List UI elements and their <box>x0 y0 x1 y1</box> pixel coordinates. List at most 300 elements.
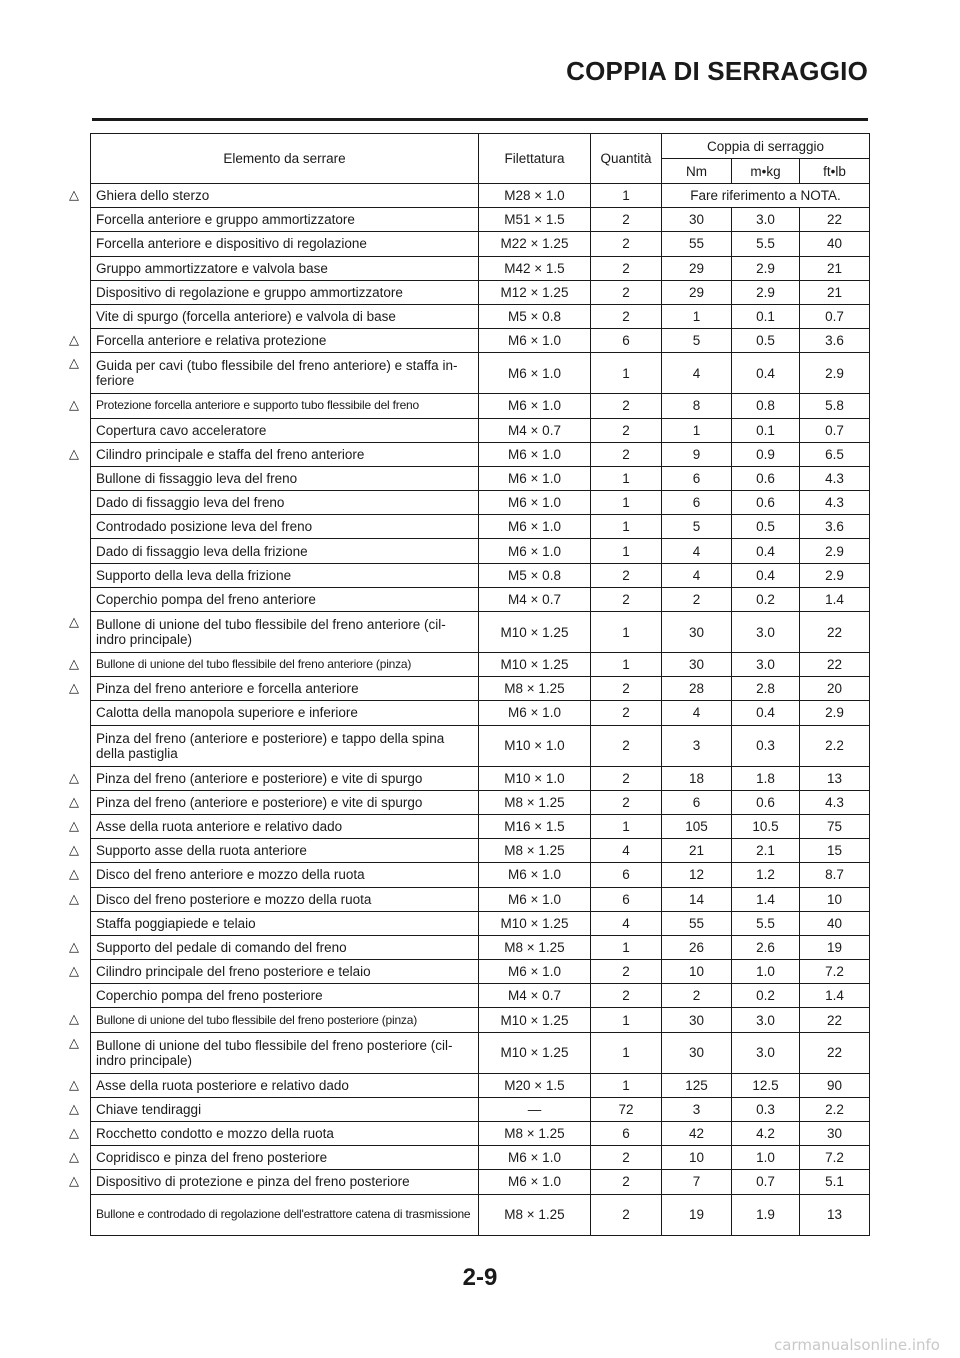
cell-mkg: 2.8 <box>732 677 800 701</box>
triangle-mark-icon: △ <box>69 866 79 881</box>
cell-ftlb: 5.1 <box>800 1170 870 1194</box>
table-row <box>91 1170 870 1194</box>
table-row <box>91 491 870 515</box>
cell-thread: M10 × 1.25 <box>479 1032 591 1073</box>
cell-quantity: 1 <box>591 491 662 515</box>
triangle-mark-icon: △ <box>69 397 79 412</box>
table-row <box>91 935 870 959</box>
triangle-mark-icon: △ <box>69 939 79 954</box>
cell-ftlb: 75 <box>800 814 870 838</box>
cell-mkg: 1.0 <box>732 1146 800 1170</box>
cell-quantity: 1 <box>591 935 662 959</box>
cell-quantity: 2 <box>591 984 662 1008</box>
cell-ftlb: 6.5 <box>800 442 870 466</box>
table-row <box>91 394 870 418</box>
cell-mkg: 1.9 <box>732 1194 800 1235</box>
cell-element: Controdado posizione leva del freno <box>91 515 479 539</box>
torque-table <box>90 133 870 1236</box>
table-row <box>91 418 870 442</box>
cell-mkg: 0.8 <box>732 394 800 418</box>
cell-thread: M8 × 1.25 <box>479 1122 591 1146</box>
cell-quantity: 2 <box>591 442 662 466</box>
cell-nm: 4 <box>662 563 732 587</box>
header-nm: Nm <box>662 159 732 184</box>
table-row <box>91 256 870 280</box>
triangle-mark-icon: △ <box>69 1011 79 1026</box>
cell-nm: 4 <box>662 353 732 394</box>
cell-mkg: 2.9 <box>732 256 800 280</box>
cell-nm: 30 <box>662 1008 732 1032</box>
cell-thread: M10 × 1.0 <box>479 766 591 790</box>
triangle-mark-icon: △ <box>69 614 79 629</box>
cell-element: Bullone di unione del tubo flessibile del freno anteriore (cil-indro principale) <box>91 612 479 653</box>
triangle-mark-icon: △ <box>69 770 79 785</box>
cell-ftlb: 2.9 <box>800 539 870 563</box>
triangle-mark-icon: △ <box>69 332 79 347</box>
cell-element: Supporto della leva della frizione <box>91 563 479 587</box>
table-row <box>91 184 870 208</box>
triangle-mark-icon: △ <box>69 891 79 906</box>
cell-element: Forcella anteriore e relativa protezione <box>91 329 479 353</box>
cell-nm: 30 <box>662 1032 732 1073</box>
triangle-mark-icon: △ <box>69 1149 79 1164</box>
cell-quantity: 2 <box>591 208 662 232</box>
cell-ftlb: 13 <box>800 1194 870 1235</box>
title-rule <box>92 118 868 121</box>
cell-thread: M12 × 1.25 <box>479 280 591 304</box>
cell-thread: M6 × 1.0 <box>479 539 591 563</box>
cell-nm: 30 <box>662 612 732 653</box>
cell-nm: 18 <box>662 766 732 790</box>
cell-mkg: 0.3 <box>732 1097 800 1121</box>
cell-mkg: 0.6 <box>732 466 800 490</box>
cell-ftlb: 4.3 <box>800 790 870 814</box>
cell-quantity: 6 <box>591 863 662 887</box>
cell-mkg: 1.2 <box>732 863 800 887</box>
cell-ftlb: 2.9 <box>800 701 870 725</box>
table-row <box>91 725 870 766</box>
page-number: 2-9 <box>462 1264 498 1291</box>
cell-quantity: 2 <box>591 766 662 790</box>
cell-element: Bullone di fissaggio leva del freno <box>91 466 479 490</box>
cell-quantity: 1 <box>591 353 662 394</box>
table-row <box>91 1146 870 1170</box>
cell-ftlb: 20 <box>800 677 870 701</box>
cell-quantity: 2 <box>591 1194 662 1235</box>
table-row <box>91 653 870 677</box>
table-row <box>91 280 870 304</box>
cell-ftlb: 8.7 <box>800 863 870 887</box>
cell-ftlb: 2.2 <box>800 725 870 766</box>
cell-element: Ghiera dello sterzo <box>91 184 479 208</box>
cell-quantity: 2 <box>591 1146 662 1170</box>
triangle-mark-icon: △ <box>69 963 79 978</box>
cell-thread: M4 × 0.7 <box>479 984 591 1008</box>
cell-mkg: 0.6 <box>732 790 800 814</box>
cell-element: Dispositivo di protezione e pinza del freno posteriore <box>91 1170 479 1194</box>
cell-thread: M10 × 1.25 <box>479 653 591 677</box>
cell-thread: M6 × 1.0 <box>479 394 591 418</box>
cell-mkg: 2.1 <box>732 839 800 863</box>
cell-nm: 3 <box>662 725 732 766</box>
cell-mkg: 5.5 <box>732 911 800 935</box>
cell-ftlb: 22 <box>800 1008 870 1032</box>
cell-thread: M6 × 1.0 <box>479 960 591 984</box>
cell-nm: 10 <box>662 960 732 984</box>
cell-thread: M8 × 1.25 <box>479 1194 591 1235</box>
table-row <box>91 539 870 563</box>
cell-mkg: 0.1 <box>732 304 800 328</box>
cell-nm: 5 <box>662 329 732 353</box>
cell-element: Cilindro principale del freno posteriore e telaio <box>91 960 479 984</box>
cell-element: Pinza del freno (anteriore e posteriore) e tappo della spina della pastiglia <box>91 725 479 766</box>
cell-mkg: 4.2 <box>732 1122 800 1146</box>
header-quantity: Quantità <box>591 134 662 184</box>
triangle-mark-icon: △ <box>69 842 79 857</box>
cell-nm: 6 <box>662 466 732 490</box>
table-row <box>91 329 870 353</box>
cell-nm: 42 <box>662 1122 732 1146</box>
table-row <box>91 863 870 887</box>
cell-nm: 28 <box>662 677 732 701</box>
triangle-mark-icon: △ <box>69 1101 79 1116</box>
cell-thread: M6 × 1.0 <box>479 1146 591 1170</box>
table-row <box>91 911 870 935</box>
table-row <box>91 442 870 466</box>
cell-quantity: 1 <box>591 1073 662 1097</box>
cell-nm: 6 <box>662 790 732 814</box>
cell-ftlb: 30 <box>800 1122 870 1146</box>
cell-ftlb: 40 <box>800 911 870 935</box>
cell-thread: M8 × 1.25 <box>479 839 591 863</box>
table-row <box>91 984 870 1008</box>
cell-thread: M6 × 1.0 <box>479 863 591 887</box>
cell-ftlb: 10 <box>800 887 870 911</box>
cell-ftlb: 22 <box>800 208 870 232</box>
triangle-mark-icon: △ <box>69 355 79 370</box>
table-row <box>91 353 870 394</box>
cell-thread: M6 × 1.0 <box>479 466 591 490</box>
cell-element: Coperchio pompa del freno anteriore <box>91 587 479 611</box>
cell-ftlb: 2.9 <box>800 353 870 394</box>
cell-ftlb: 22 <box>800 612 870 653</box>
cell-thread: M4 × 0.7 <box>479 587 591 611</box>
triangle-mark-icon: △ <box>69 680 79 695</box>
cell-nm: 105 <box>662 814 732 838</box>
cell-element: Calotta della manopola superiore e inferiore <box>91 701 479 725</box>
cell-element: Bullone di unione del tubo flessibile del freno posteriore (cil-indro principale) <box>91 1032 479 1073</box>
cell-ftlb: 4.3 <box>800 466 870 490</box>
cell-element: Dado di fissaggio leva del freno <box>91 491 479 515</box>
cell-element: Chiave tendiraggi <box>91 1097 479 1121</box>
triangle-mark-icon: △ <box>69 794 79 809</box>
cell-element: Asse della ruota posteriore e relativo dado <box>91 1073 479 1097</box>
cell-element: Copertura cavo acceleratore <box>91 418 479 442</box>
cell-nm: 26 <box>662 935 732 959</box>
cell-nm: 9 <box>662 442 732 466</box>
cell-mkg: 3.0 <box>732 653 800 677</box>
cell-nm: 2 <box>662 984 732 1008</box>
cell-quantity: 2 <box>591 677 662 701</box>
triangle-mark-icon: △ <box>69 446 79 461</box>
cell-thread: M8 × 1.25 <box>479 677 591 701</box>
cell-ftlb: 19 <box>800 935 870 959</box>
cell-thread: M10 × 1.25 <box>479 612 591 653</box>
watermark: carmanualsonline.info <box>774 1336 940 1354</box>
cell-mkg: 10.5 <box>732 814 800 838</box>
cell-thread: M6 × 1.0 <box>479 701 591 725</box>
cell-quantity: 1 <box>591 1008 662 1032</box>
cell-element: Asse della ruota anteriore e relativo dado <box>91 814 479 838</box>
cell-ftlb: 3.6 <box>800 329 870 353</box>
cell-mkg: 0.5 <box>732 515 800 539</box>
cell-element: Pinza del freno (anteriore e posteriore) e vite di spurgo <box>91 766 479 790</box>
cell-ftlb: 22 <box>800 1032 870 1073</box>
cell-mkg: 0.2 <box>732 587 800 611</box>
cell-element: Copridisco e pinza del freno posteriore <box>91 1146 479 1170</box>
cell-quantity: 6 <box>591 1122 662 1146</box>
cell-thread: M6 × 1.0 <box>479 353 591 394</box>
cell-mkg: 0.5 <box>732 329 800 353</box>
cell-ftlb: 13 <box>800 766 870 790</box>
table-row <box>91 612 870 653</box>
cell-element: Bullone di unione del tubo flessibile del freno posteriore (pinza) <box>91 1008 479 1032</box>
cell-thread: M6 × 1.0 <box>479 329 591 353</box>
cell-nm: 14 <box>662 887 732 911</box>
cell-quantity: 2 <box>591 256 662 280</box>
cell-thread: M42 × 1.5 <box>479 256 591 280</box>
cell-mkg: 1.8 <box>732 766 800 790</box>
table-row <box>91 814 870 838</box>
cell-mkg: 3.0 <box>732 208 800 232</box>
cell-quantity: 2 <box>591 960 662 984</box>
cell-mkg: 3.0 <box>732 1008 800 1032</box>
header-element: Elemento da serrare <box>91 134 479 184</box>
cell-mkg: 0.4 <box>732 539 800 563</box>
cell-mkg: 3.0 <box>732 612 800 653</box>
cell-element: Protezione forcella anteriore e supporto tubo flessibile del freno <box>91 394 479 418</box>
table-row <box>91 887 870 911</box>
cell-thread: M6 × 1.0 <box>479 491 591 515</box>
cell-nm: 4 <box>662 539 732 563</box>
cell-mkg: 0.4 <box>732 701 800 725</box>
cell-nm: 12 <box>662 863 732 887</box>
cell-ftlb: 2.2 <box>800 1097 870 1121</box>
cell-quantity: 2 <box>591 563 662 587</box>
cell-mkg: 0.2 <box>732 984 800 1008</box>
table-row <box>91 1073 870 1097</box>
table-row <box>91 1122 870 1146</box>
cell-nm: 7 <box>662 1170 732 1194</box>
table-row <box>91 587 870 611</box>
cell-ftlb: 0.7 <box>800 304 870 328</box>
cell-element: Disco del freno anteriore e mozzo della ruota <box>91 863 479 887</box>
cell-nm: 5 <box>662 515 732 539</box>
triangle-mark-icon: △ <box>69 1077 79 1092</box>
cell-mkg: 5.5 <box>732 232 800 256</box>
cell-ftlb: 7.2 <box>800 960 870 984</box>
cell-thread: M8 × 1.25 <box>479 790 591 814</box>
header-mkg: m•kg <box>732 159 800 184</box>
table-row <box>91 1097 870 1121</box>
header-ftlb: ft•lb <box>800 159 870 184</box>
cell-element: Pinza del freno anteriore e forcella anteriore <box>91 677 479 701</box>
cell-mkg: 12.5 <box>732 1073 800 1097</box>
cell-quantity: 1 <box>591 539 662 563</box>
cell-quantity: 4 <box>591 839 662 863</box>
cell-thread: M6 × 1.0 <box>479 515 591 539</box>
cell-quantity: 2 <box>591 394 662 418</box>
cell-mkg: 2.6 <box>732 935 800 959</box>
table-row <box>91 701 870 725</box>
cell-thread: M22 × 1.25 <box>479 232 591 256</box>
table-header <box>91 134 870 184</box>
table-row <box>91 839 870 863</box>
cell-thread: M20 × 1.5 <box>479 1073 591 1097</box>
cell-thread: M5 × 0.8 <box>479 563 591 587</box>
cell-ftlb: 4.3 <box>800 491 870 515</box>
cell-note: Fare riferimento a NOTA. <box>662 184 870 208</box>
cell-thread: M10 × 1.25 <box>479 911 591 935</box>
mark-column <box>60 0 90 1358</box>
cell-nm: 3 <box>662 1097 732 1121</box>
cell-quantity: 72 <box>591 1097 662 1121</box>
table-row <box>91 790 870 814</box>
cell-quantity: 1 <box>591 814 662 838</box>
cell-quantity: 2 <box>591 1170 662 1194</box>
cell-element: Gruppo ammortizzatore e valvola base <box>91 256 479 280</box>
cell-mkg: 0.6 <box>732 491 800 515</box>
cell-nm: 30 <box>662 208 732 232</box>
cell-nm: 29 <box>662 280 732 304</box>
cell-nm: 2 <box>662 587 732 611</box>
cell-nm: 21 <box>662 839 732 863</box>
cell-thread: M4 × 0.7 <box>479 418 591 442</box>
cell-mkg: 0.4 <box>732 353 800 394</box>
cell-ftlb: 90 <box>800 1073 870 1097</box>
cell-quantity: 2 <box>591 587 662 611</box>
table-row <box>91 304 870 328</box>
cell-mkg: 0.3 <box>732 725 800 766</box>
table-row <box>91 1194 870 1235</box>
cell-element: Bullone e controdado di regolazione dell'estrattore catena di trasmissione <box>91 1194 479 1235</box>
table-row <box>91 1008 870 1032</box>
cell-element: Vite di spurgo (forcella anteriore) e valvola di base <box>91 304 479 328</box>
cell-ftlb: 7.2 <box>800 1146 870 1170</box>
cell-element: Dado di fissaggio leva della frizione <box>91 539 479 563</box>
cell-element: Bullone di unione del tubo flessibile del freno anteriore (pinza) <box>91 653 479 677</box>
cell-ftlb: 1.4 <box>800 984 870 1008</box>
triangle-mark-icon: △ <box>69 187 79 202</box>
cell-nm: 8 <box>662 394 732 418</box>
cell-quantity: 6 <box>591 887 662 911</box>
cell-element: Cilindro principale e staffa del freno anteriore <box>91 442 479 466</box>
cell-thread: M6 × 1.0 <box>479 442 591 466</box>
cell-quantity: 1 <box>591 1032 662 1073</box>
cell-ftlb: 1.4 <box>800 587 870 611</box>
cell-mkg: 0.4 <box>732 563 800 587</box>
cell-thread: M5 × 0.8 <box>479 304 591 328</box>
cell-thread: M6 × 1.0 <box>479 1170 591 1194</box>
cell-quantity: 4 <box>591 911 662 935</box>
cell-nm: 1 <box>662 418 732 442</box>
triangle-mark-icon: △ <box>69 1173 79 1188</box>
cell-ftlb: 0.7 <box>800 418 870 442</box>
cell-quantity: 2 <box>591 280 662 304</box>
cell-element: Forcella anteriore e gruppo ammortizzatore <box>91 208 479 232</box>
cell-element: Coperchio pompa del freno posteriore <box>91 984 479 1008</box>
cell-element: Guida per cavi (tubo flessibile del freno anteriore) e staffa in-feriore <box>91 353 479 394</box>
cell-nm: 55 <box>662 911 732 935</box>
cell-mkg: 0.9 <box>732 442 800 466</box>
cell-mkg: 2.9 <box>732 280 800 304</box>
table-body <box>91 184 870 1236</box>
cell-nm: 6 <box>662 491 732 515</box>
cell-ftlb: 5.8 <box>800 394 870 418</box>
cell-quantity: 1 <box>591 184 662 208</box>
table-row <box>91 563 870 587</box>
cell-quantity: 1 <box>591 653 662 677</box>
header-thread: Filettatura <box>479 134 591 184</box>
table-row <box>91 515 870 539</box>
cell-element: Pinza del freno (anteriore e posteriore) e vite di spurgo <box>91 790 479 814</box>
cell-quantity: 2 <box>591 232 662 256</box>
cell-ftlb: 40 <box>800 232 870 256</box>
cell-mkg: 3.0 <box>732 1032 800 1073</box>
triangle-mark-icon: △ <box>69 1035 79 1050</box>
page-title: COPPIA DI SERRAGGIO <box>566 56 868 86</box>
cell-quantity: 6 <box>591 329 662 353</box>
cell-nm: 30 <box>662 653 732 677</box>
table-row <box>91 1032 870 1073</box>
cell-quantity: 1 <box>591 515 662 539</box>
table-row <box>91 466 870 490</box>
cell-quantity: 2 <box>591 790 662 814</box>
cell-element: Forcella anteriore e dispositivo di regolazione <box>91 232 479 256</box>
cell-ftlb: 3.6 <box>800 515 870 539</box>
cell-thread: M10 × 1.25 <box>479 1008 591 1032</box>
cell-nm: 55 <box>662 232 732 256</box>
cell-thread: M16 × 1.5 <box>479 814 591 838</box>
cell-quantity: 2 <box>591 701 662 725</box>
table-row <box>91 208 870 232</box>
triangle-mark-icon: △ <box>69 656 79 671</box>
header-torque: Coppia di serraggio <box>662 134 870 159</box>
cell-ftlb: 2.9 <box>800 563 870 587</box>
cell-element: Supporto asse della ruota anteriore <box>91 839 479 863</box>
table-row <box>91 232 870 256</box>
cell-ftlb: 21 <box>800 256 870 280</box>
cell-nm: 1 <box>662 304 732 328</box>
cell-quantity: 1 <box>591 612 662 653</box>
cell-ftlb: 15 <box>800 839 870 863</box>
cell-mkg: 0.1 <box>732 418 800 442</box>
cell-nm: 10 <box>662 1146 732 1170</box>
cell-quantity: 2 <box>591 304 662 328</box>
cell-quantity: 2 <box>591 725 662 766</box>
cell-element: Disco del freno posteriore e mozzo della ruota <box>91 887 479 911</box>
cell-quantity: 2 <box>591 418 662 442</box>
cell-element: Dispositivo di regolazione e gruppo ammortizzatore <box>91 280 479 304</box>
table-row <box>91 766 870 790</box>
cell-nm: 4 <box>662 701 732 725</box>
cell-thread: M6 × 1.0 <box>479 887 591 911</box>
cell-ftlb: 21 <box>800 280 870 304</box>
table-row <box>91 960 870 984</box>
cell-element: Rocchetto condotto e mozzo della ruota <box>91 1122 479 1146</box>
cell-thread: M10 × 1.0 <box>479 725 591 766</box>
triangle-mark-icon: △ <box>69 818 79 833</box>
